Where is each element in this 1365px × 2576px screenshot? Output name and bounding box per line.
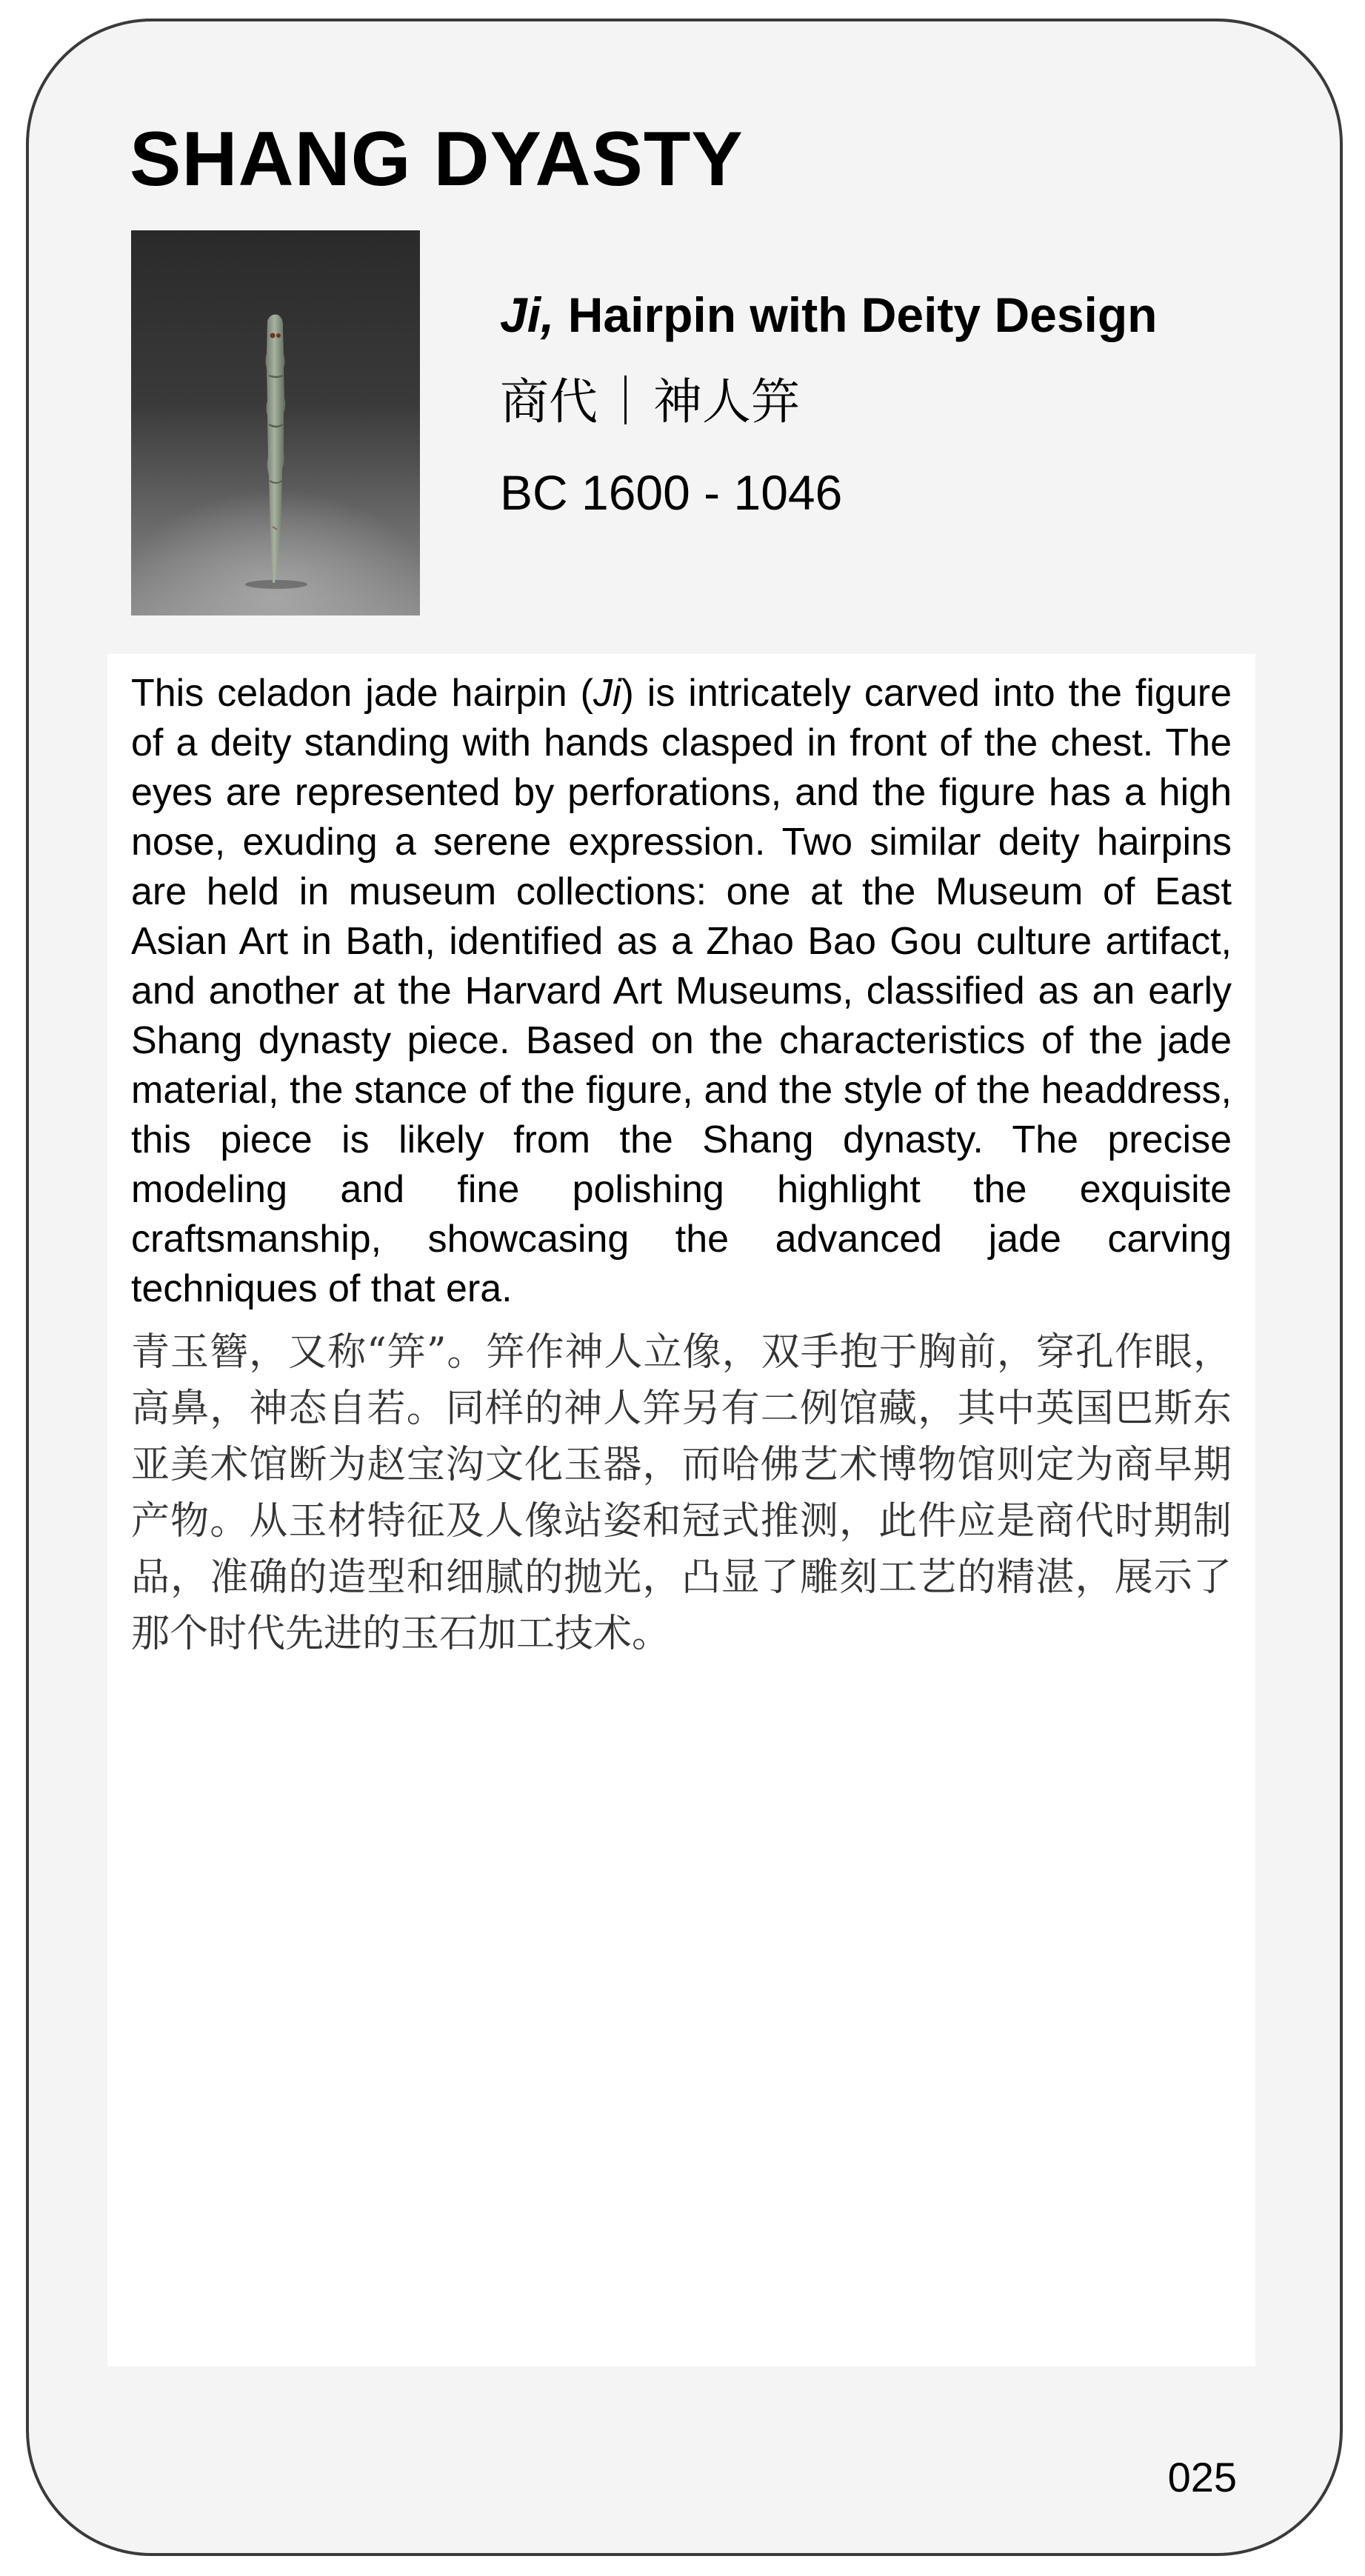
english-description-start: This celadon jade hairpin ( xyxy=(131,672,593,715)
artifact-photo xyxy=(131,230,420,615)
description-panel xyxy=(107,654,1255,2366)
section-title: SHANG DYASTY xyxy=(130,116,744,202)
english-description-rest: ) is intricately carved into the figure of a deity standing with hands clasped in front of the chest. The eyes are represented by perforations, and the figure has a high nose, exuding a serene expression. Two similar deity hairpins are held in museum collections: one at the Museum of East Asian Art in Bath, identified as a Zhao Bao Gou culture artifact, and another at the Harvard Art Museums, classified as an early Shang dynasty piece. Based on the characteristics of the jade material, the stance of the figure, and the style of the headdress, this piece is likely from the Shang dynasty. The precise modeling and fine polishing highlight the exquisite craftsmanship, showcasing the advanced jade carving techniques of that era. xyxy=(131,672,1232,1310)
artifact-name-rest: Hairpin with Deity Design xyxy=(554,287,1158,342)
artifact-date-range: BC 1600 - 1046 xyxy=(500,465,843,520)
page-number: 025 xyxy=(1167,2454,1237,2500)
english-description xyxy=(131,669,1232,1314)
chinese-object-name: 神人笄 xyxy=(653,373,800,430)
artifact-header xyxy=(500,281,1315,526)
english-description-italic: Ji xyxy=(593,672,621,715)
artifact-chinese-name xyxy=(500,369,1315,436)
artifact-name xyxy=(500,281,1315,348)
artifact-name-italic: Ji, xyxy=(500,287,555,342)
chinese-period: 商代 xyxy=(500,373,598,430)
chinese-description: 青玉簪，又称“笄”。笄作神人立像，双手抱于胸前，穿孔作眼，高鼻，神态自若。同样的神人笄另有二例馆藏，其中英国巴斯东亚美术馆断为赵宝沟文化玉器，而哈佛艺术博物馆则定为商早期产物。从玉材特征及人像站姿和冠式推测，此件应是商代时期制品，准确的造型和细腻的抛光，凸显了雕刻工艺的精湛，展示了那个时代先进的玉石加工技术。 xyxy=(131,1330,1232,1656)
title-separator xyxy=(624,376,627,424)
